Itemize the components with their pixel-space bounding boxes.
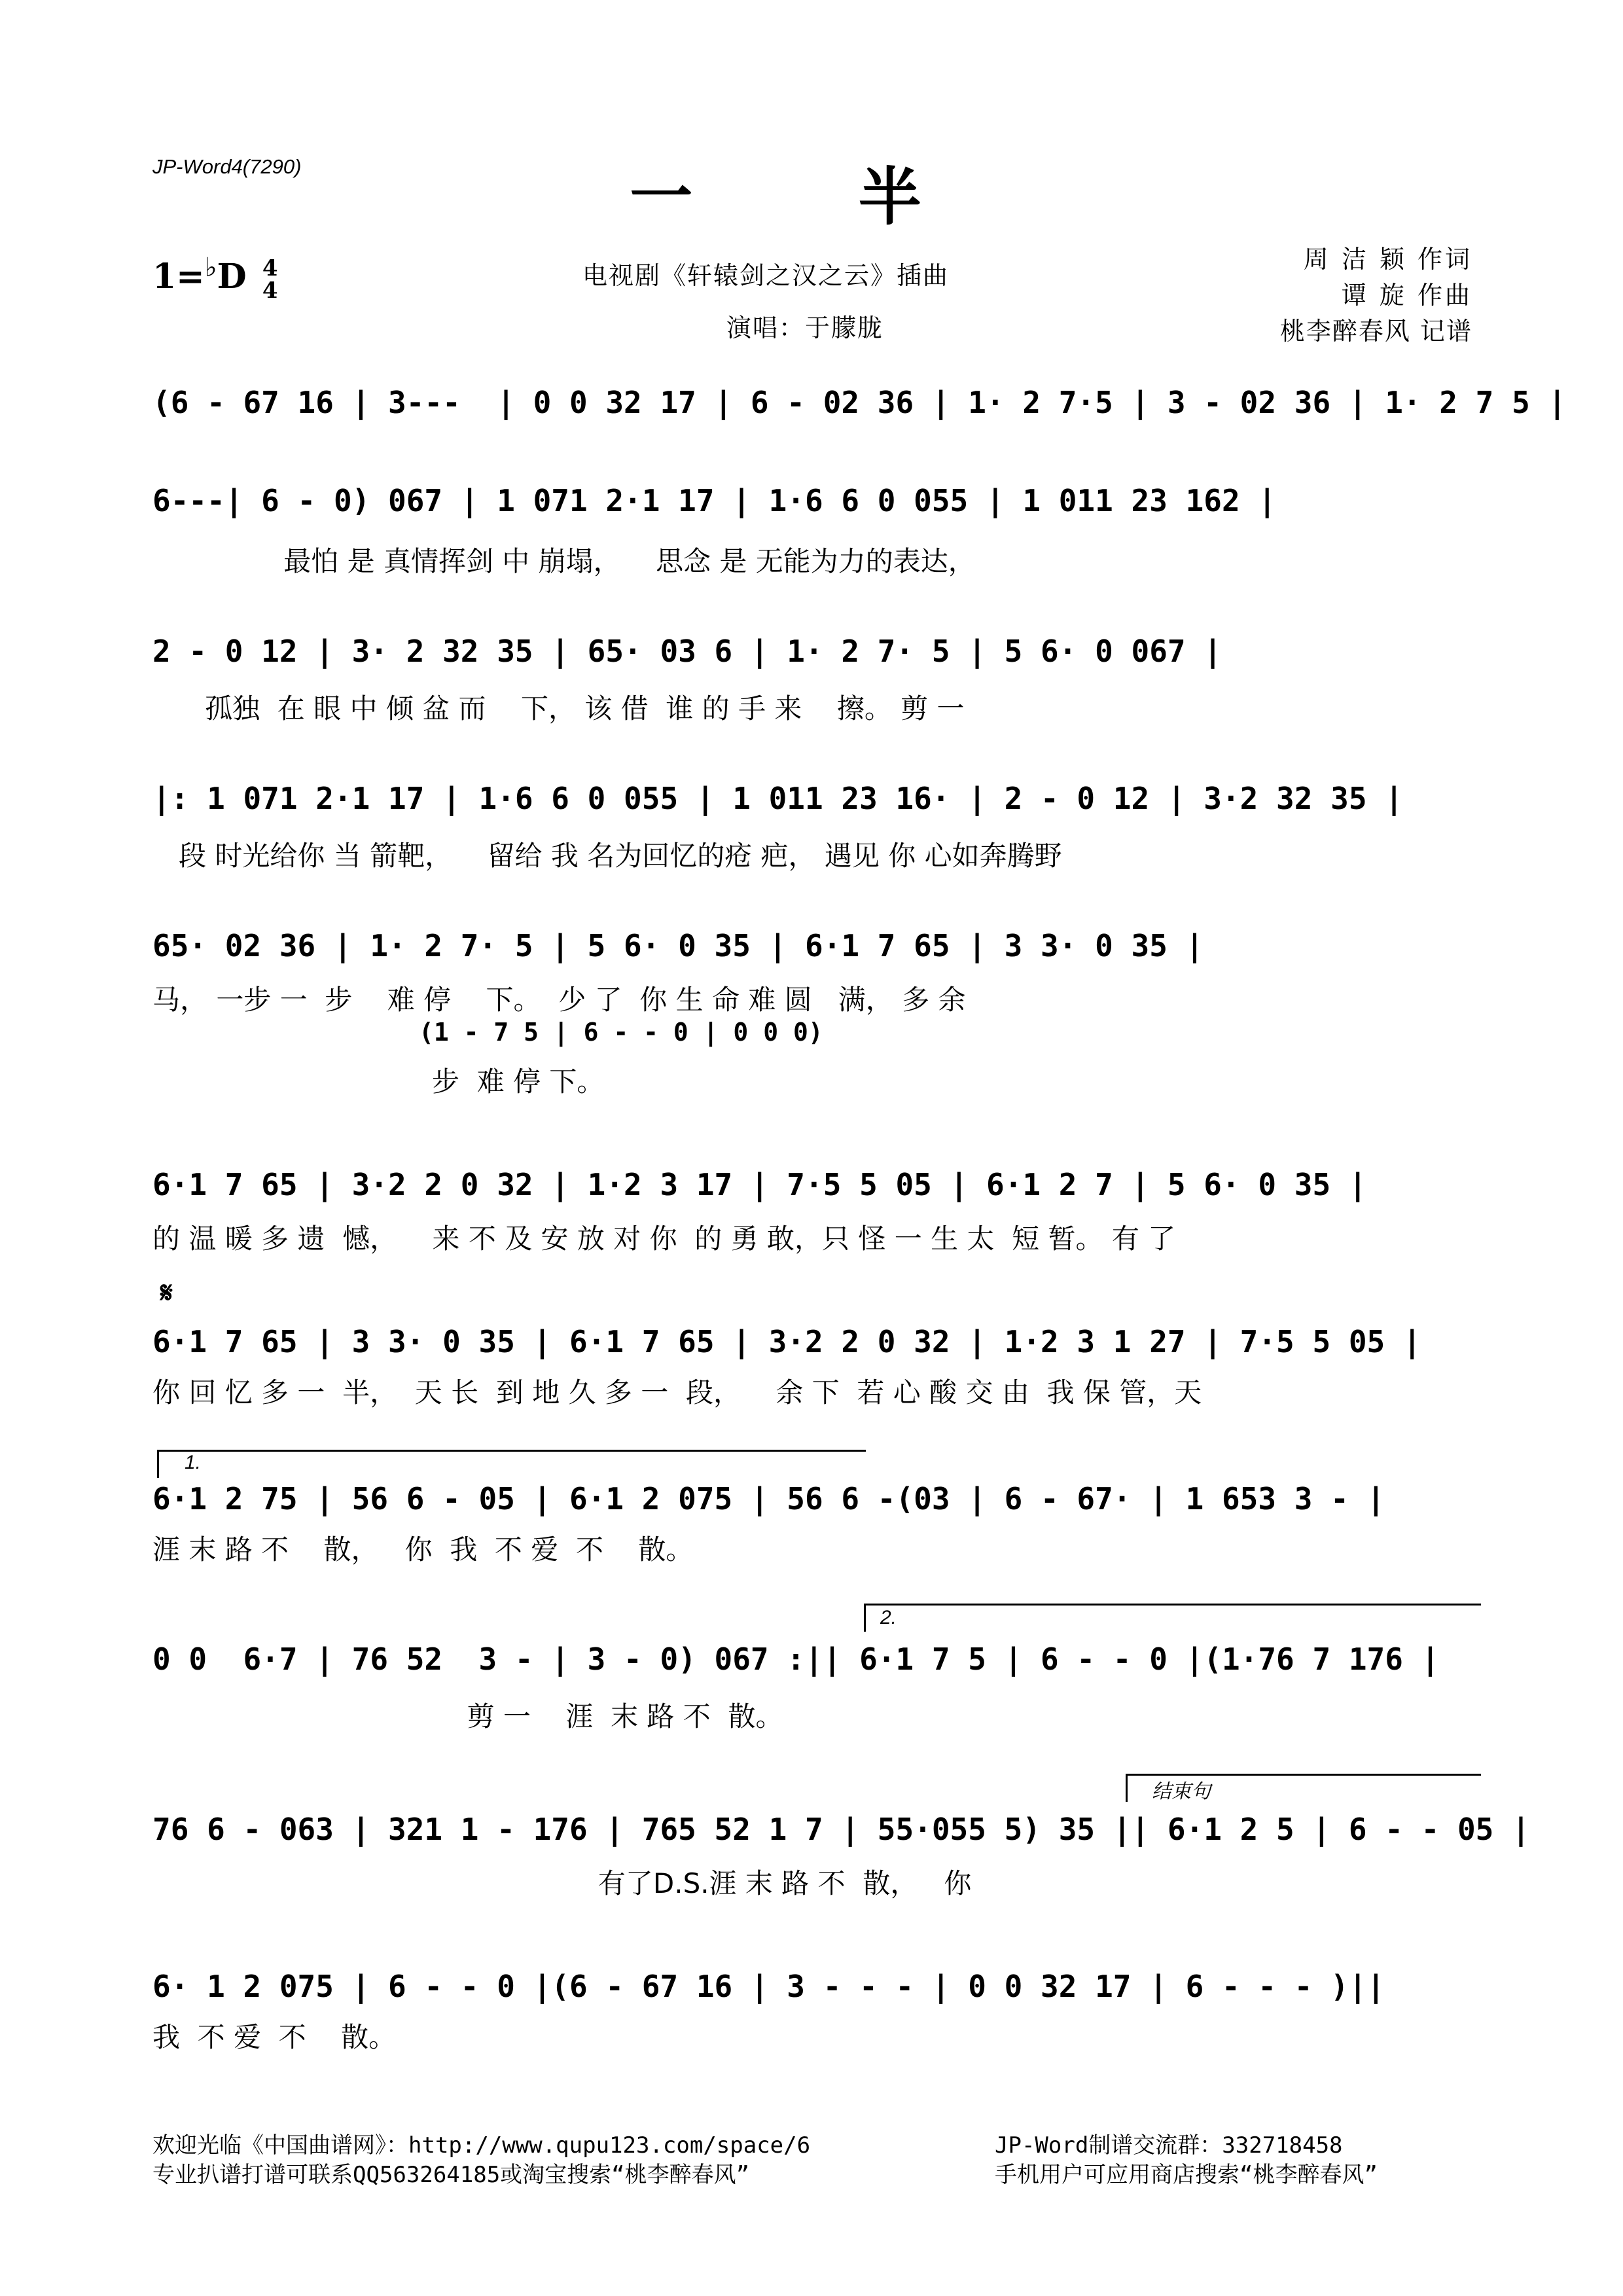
staff-system-4: [152, 776, 1478, 821]
lyrics-line-10: 有了D.S.涯 末 路 不 散， 你: [152, 1867, 972, 1899]
volta-1-bracket: [157, 1450, 866, 1478]
notes-line: 65· 02 36 | 1· 2 7· 5 | 5 6· 0 35 | 6·1 7 65 | 3 3· 0 35 |: [152, 928, 1204, 963]
notes-line: 6---| 6 - 0) 067 | 1 071 2·1 17 | 1·6 6 0 055 | 1 011 23 162 |: [152, 483, 1277, 518]
subtitle: 电视剧《轩辕剑之汉之云》插曲: [582, 261, 950, 290]
staff-system-3: [152, 628, 1478, 674]
staff-system-5: [152, 923, 1478, 969]
interlude-notes: (1 - 7 5 | 6 - - 0 | 0 0 0): [419, 1018, 823, 1047]
flat-icon: ♭: [204, 252, 217, 283]
lyrics-line-7: 你 回 忆 多 一 半， 天 长 到 地 久 多 一 段， 余 下 若 心 酸 交 由 我 保 管，天: [152, 1376, 1202, 1408]
notes-line: 6·1 2 75 | 56 6 - 05 | 6·1 2 075 | 56 6 -(03 | 6 - 67· | 1 653 3 - |: [152, 1481, 1385, 1516]
segno-icon: 𝄋: [160, 1276, 173, 1310]
volta-1-label: 1.: [185, 1452, 202, 1473]
volta-2-bracket: [864, 1604, 1481, 1632]
notes-line: 2 - 0 12 | 3· 2 32 35 | 65· 03 6 | 1· 2 7· 5 | 5 6· 0 067 |: [152, 634, 1222, 669]
notes-line: 6·1 7 65 | 3·2 2 0 32 | 1·2 3 17 | 7·5 5 05 | 6·1 2 7 | 5 6· 0 35 |: [152, 1167, 1367, 1202]
footer-contact: 专业扒谱打谱可联系QQ563264185或淘宝搜索“桃李醉春风”: [152, 2162, 750, 2188]
staff-system-11: [152, 1964, 1478, 2009]
footer-website: 欢迎光临《中国曲谱网》：http://www.qupu123.com/space/6: [152, 2132, 811, 2159]
footer-group: JP-Word制谱交流群：332718458: [995, 2132, 1343, 2159]
lyricist: 周 洁 颖 作词: [1303, 245, 1472, 274]
notes-line: 76 6 - 063 | 321 1 - 176 | 765 52 1 7 | 55·055 5) 35 || 6·1 2 5 | 6 - - 05 |: [152, 1812, 1530, 1847]
ending-label: 结束句: [1152, 1780, 1211, 1803]
notes-line: (6 - 67 16 | 3--- | 0 0 32 17 | 6 - 02 36 | 1· 2 7·5 | 3 - 02 36 | 1· 2 7 5 |: [152, 385, 1567, 420]
composer: 谭 旋 作曲: [1341, 281, 1472, 310]
notes-line: 6· 1 2 075 | 6 - - 0 |(6 - 67 16 | 3 - - - | 0 0 32 17 | 6 - - - )||: [152, 1969, 1385, 2004]
staff-system-8: [152, 1476, 1478, 1522]
time-signature: [262, 257, 278, 302]
staff-system-2: [152, 478, 1478, 524]
notes-line: 6·1 7 65 | 3 3· 0 35 | 6·1 7 65 | 3·2 2 0 32 | 1·2 3 1 27 | 7·5 5 05 |: [152, 1324, 1421, 1359]
interlude-lyrics: 步 难 停 下。: [432, 1066, 605, 1098]
key-prefix: 1=: [152, 257, 205, 296]
notes-line: 0 0 6·7 | 76 52 3 - | 3 - 0) 067 :|| 6·1 7 5 | 6 - - 0 |(1·76 7 176 |: [152, 1641, 1440, 1677]
lyrics-line-11: 我 不 爱 不 散。: [152, 2021, 397, 2053]
staff-system-9: [152, 1636, 1478, 1682]
lyrics-line-6: 的 温 暖 多 遗 憾， 来 不 及 安 放 对 你 的 勇 敢，只 怪 一 生 太 短 暂。 有 了: [152, 1223, 1176, 1255]
lyrics-line-4: 段 时光给你 当 箭靶， 留给 我 名为回忆的疮 疤， 遇见 你 心如奔腾野: [152, 840, 1062, 872]
lyrics-line-2: 最怕 是 真情挥剑 中 崩塌， 思念 是 无能为力的表达，: [152, 545, 976, 577]
volta-2-label: 2.: [880, 1607, 897, 1628]
footer-mobile: 手机用户可应用商店搜索“桃李醉春风”: [995, 2162, 1378, 2188]
singer: 演唱：于朦胧: [726, 314, 884, 342]
lyrics-line-8: 涯 末 路 不 散， 你 我 不 爱 不 散。: [152, 1534, 694, 1566]
time-top: 4: [262, 255, 278, 281]
staff-system-10: [152, 1806, 1530, 1852]
notes-line: |: 1 071 2·1 17 | 1·6 6 0 055 | 1 011 23 16· | 2 - 0 12 | 3·2 32 35 |: [152, 781, 1403, 816]
lyrics-line-5: 马， 一步 一 步 难 停 下。 少 了 你 生 命 难 圆 满， 多 余: [152, 984, 966, 1016]
lyrics-line-9: 剪 一 涯 末 路 不 散。: [152, 1700, 783, 1732]
staff-system-6: [152, 1162, 1478, 1208]
key-signature: [152, 252, 278, 302]
software-label: JP-Word4(7290): [152, 155, 302, 178]
staff-system-1: [152, 380, 1567, 425]
staff-system-7: [152, 1319, 1478, 1365]
song-title: 一 半: [630, 160, 993, 234]
key-note: D: [217, 257, 247, 296]
transcriber: 桃李醉春风 记谱: [1279, 317, 1472, 346]
lyrics-line-3: 孤独 在 眼 中 倾 盆 而 下， 该 借 谁 的 手 来 擦。 剪 一: [152, 692, 965, 725]
time-bottom: 4: [262, 277, 278, 304]
